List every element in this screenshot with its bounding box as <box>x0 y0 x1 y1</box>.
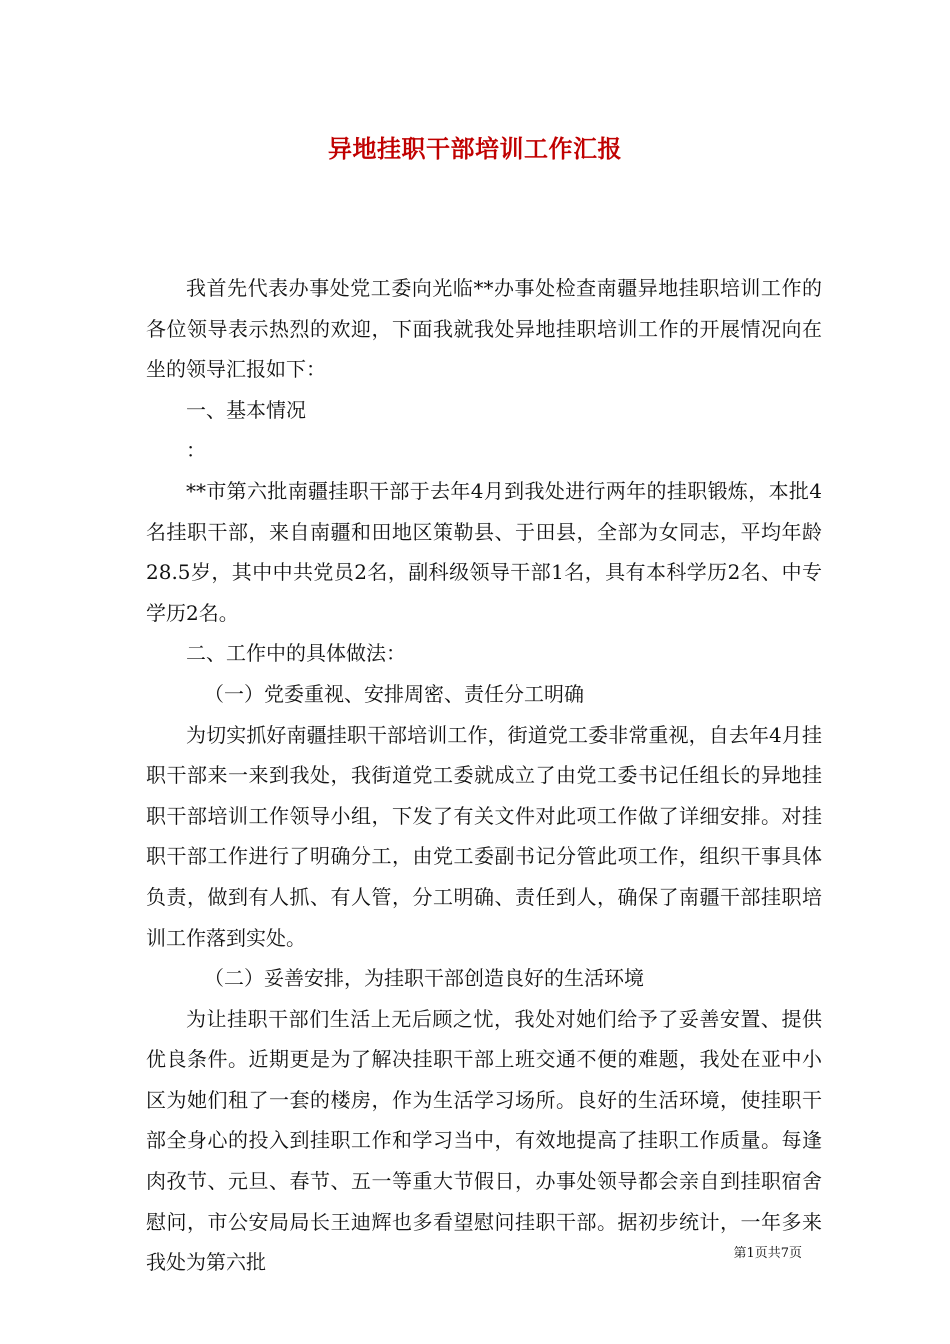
subheading-party-emphasis: （一）党委重视、安排周密、责任分工明确 <box>204 681 584 706</box>
page-number: 第1页共7页 <box>733 1246 802 1261</box>
section-heading-practice: 二、工作中的具体做法： <box>186 641 406 666</box>
document-body <box>146 268 822 1283</box>
basic-info-paragraph: **市第六批南疆挂职干部于去年4月到我处进行两年的挂职锻炼，本批4名挂职干部，来自南疆和田地区策勒县、于田县，全部为女同志，平均年龄28.5岁，其中中共党员2名，副科级领导干部1名，具有本科学历2名、中专学历2名。 <box>146 478 822 625</box>
party-emphasis-paragraph: 为切实抓好南疆挂职干部培训工作，街道党工委非常重视，自去年4月挂职干部来一来到我处，我街道党工委就成立了由党工委书记任组长的异地挂职干部培训工作领导小组，下发了有关文件对此项工作做了详细安排。对挂职干部工作进行了明确分工，由党工委副书记分管此项工作，组织干事具体负责，做到有人抓、有人管，分工明确、责任到人，确保了南疆干部挂职培训工作落到实处。 <box>146 722 822 950</box>
section-heading-basic: 一、基本情况 <box>186 397 306 422</box>
intro-paragraph: 我首先代表办事处党工委向光临**办事处检查南疆异地挂职培训工作的各位领导表示热烈的欢迎，下面我就我处异地挂职培训工作的开展情况向在坐的领导汇报如下： <box>146 276 822 382</box>
document-title: 异地挂职干部培训工作汇报 <box>328 134 622 163</box>
living-arrangement-paragraph: 为让挂职干部们生活上无后顾之忧，我处对她们给予了妥善安置、提供优良条件。近期更是为了解决挂职干部上班交通不便的难题，我处在亚中小区为她们租了一套的楼房，作为生活学习场所。良好的生活环境，使挂职干部全身心的投入到挂职工作和学习当中，有效地提高了挂职工作质量。每逢肉孜节、元旦、春节、五一等重大节假日，办事处领导都会亲自到挂职宿舍慰问，市公安局局长王迪辉也多看望慰问挂职干部。据初步统计，一年多来我处为第六批 <box>146 1006 822 1275</box>
colon-line: ： <box>186 438 206 463</box>
subheading-living-arrangement: （二）妥善安排，为挂职干部创造良好的生活环境 <box>204 966 644 991</box>
